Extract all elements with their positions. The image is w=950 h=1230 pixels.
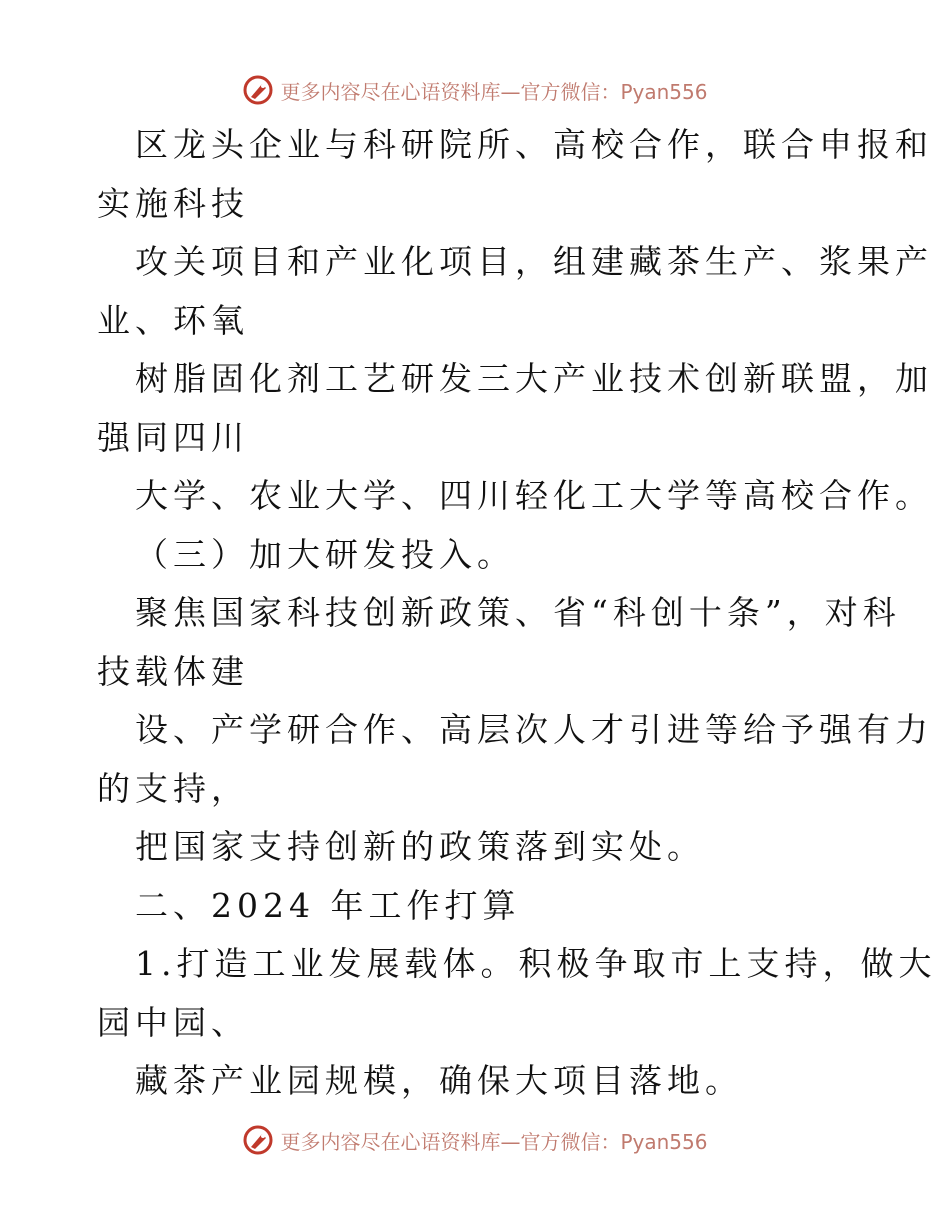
text-line: 1.打造工业发展载体。积极争取市上支持，做大 (135, 944, 937, 983)
text-line: 的支持， (97, 768, 249, 808)
pen-nib-logo-icon (242, 1124, 274, 1156)
footer-watermark (0, 1120, 950, 1160)
text-line: 实施科技 (97, 183, 249, 223)
document-body (97, 116, 937, 1111)
text-line: 业、环氧 (97, 300, 249, 340)
watermark-text: 更多内容尽在心语资料库—官方微信：Pyan556 (280, 1129, 708, 1154)
section-heading: 二、2024 年工作打算 (135, 885, 521, 925)
section-heading: （三）加大研发投入。 (135, 534, 515, 574)
text-line: 把国家支持创新的政策落到实处。 (135, 827, 705, 866)
text-line: 聚焦国家科技创新政策、省“科创十条”，对科 (135, 593, 901, 632)
text-line: 技载体建 (97, 651, 249, 691)
header-watermark (0, 70, 950, 110)
text-line: 攻关项目和产业化项目，组建藏茶生产、浆果产 (135, 242, 933, 281)
text-line: 区龙头企业与科研院所、高校合作，联合申报和 (135, 125, 933, 164)
text-line: 园中园、 (97, 1002, 249, 1042)
text-line: 设、产学研合作、高层次人才引进等给予强有力 (135, 710, 933, 749)
text-line: 藏茶产业园规模，确保大项目落地。 (135, 1061, 743, 1100)
pen-nib-logo-icon (242, 74, 274, 106)
watermark-text: 更多内容尽在心语资料库—官方微信：Pyan556 (280, 79, 708, 104)
text-line: 大学、农业大学、四川轻化工大学等高校合作。 (135, 476, 933, 515)
text-line: 树脂固化剂工艺研发三大产业技术创新联盟，加 (135, 359, 933, 398)
text-line: 强同四川 (97, 417, 249, 457)
